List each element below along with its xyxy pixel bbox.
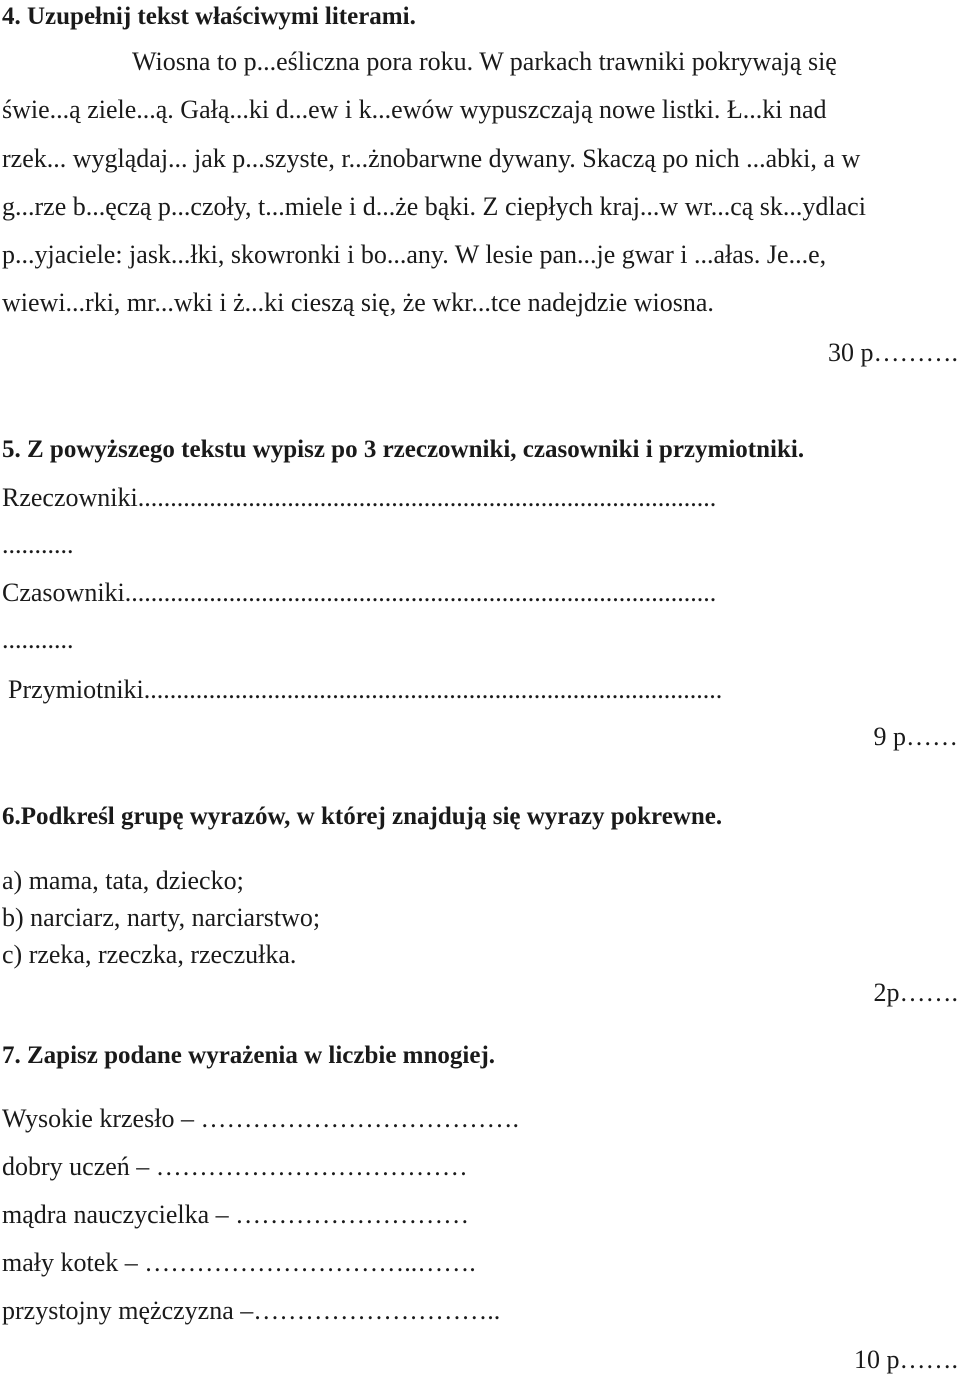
q4-heading: 4. Uzupełnij tekst właściwymi literami. <box>2 3 416 30</box>
q7-item: dobry uczeń – ……………………………… <box>2 1152 468 1181</box>
q4-text-line: Wiosna to p...eśliczna pora roku. W parkach trawniki pokrywają się <box>132 47 837 76</box>
q5-heading: 5. Z powyższego tekstu wypisz po 3 rzeczowniki, czasowniki i przymiotniki. <box>2 436 805 463</box>
q7-points: 10 p……. <box>854 1345 958 1374</box>
q4-text-line: p...yjaciele: jask...łki, skowronki i bo...any. W lesie pan...je gwar i ...ałas. Je...e, <box>2 240 827 269</box>
q4-text-line: wiewi...rki, mr...wki i ż...ki cieszą się, że wkr...tce nadejdzie wiosna. <box>2 288 714 317</box>
q6-heading: 6.Podkreśl grupę wyrazów, w której znajdują się wyrazy pokrewne. <box>2 803 723 830</box>
q4-text-line: świe...ą ziele...ą. Gałą...ki d...ew i k...ewów wypuszczają nowe listki. Ł...ki nad <box>2 95 827 124</box>
q6-option-b: b) narciarz, narty, narciarstwo; <box>2 903 321 932</box>
q5-verbs-continuation: ........... <box>2 625 74 654</box>
q6-option-c: c) rzeka, rzeczka, rzeczułka. <box>2 940 297 969</box>
q7-item: mały kotek – …………………………..……. <box>2 1248 476 1277</box>
q5-nouns-continuation: ........... <box>2 530 74 559</box>
q5-nouns-line: Rzeczowniki......................................................................................... <box>2 483 717 512</box>
q5-verbs-line: Czasowniki........................................................................................... <box>2 578 717 607</box>
q5-points: 9 p…… <box>873 722 958 751</box>
q7-item: mądra nauczycielka – ……………………… <box>2 1200 470 1229</box>
q7-item: przystojny mężczyzna –……………………….. <box>2 1296 501 1325</box>
q5-adjectives-line: Przymiotniki......................................................................................... <box>8 675 723 704</box>
q6-points: 2p……. <box>873 978 958 1007</box>
q4-text-line: g...rze b...ęczą p...czoły, t...miele i d...że bąki. Z ciepłych kraj...w wr...cą sk...ydlaci <box>2 192 866 221</box>
q7-heading: 7. Zapisz podane wyrażenia w liczbie mnogiej. <box>2 1042 496 1069</box>
q4-text-line: rzek... wyglądaj... jak p...szyste, r...żnobarwne dywany. Skaczą po nich ...abki, a w <box>2 144 861 173</box>
q6-option-a: a) mama, tata, dziecko; <box>2 866 244 895</box>
q7-item: Wysokie krzesło – ………………………………. <box>2 1104 519 1133</box>
q4-points: 30 p………. <box>828 338 958 367</box>
